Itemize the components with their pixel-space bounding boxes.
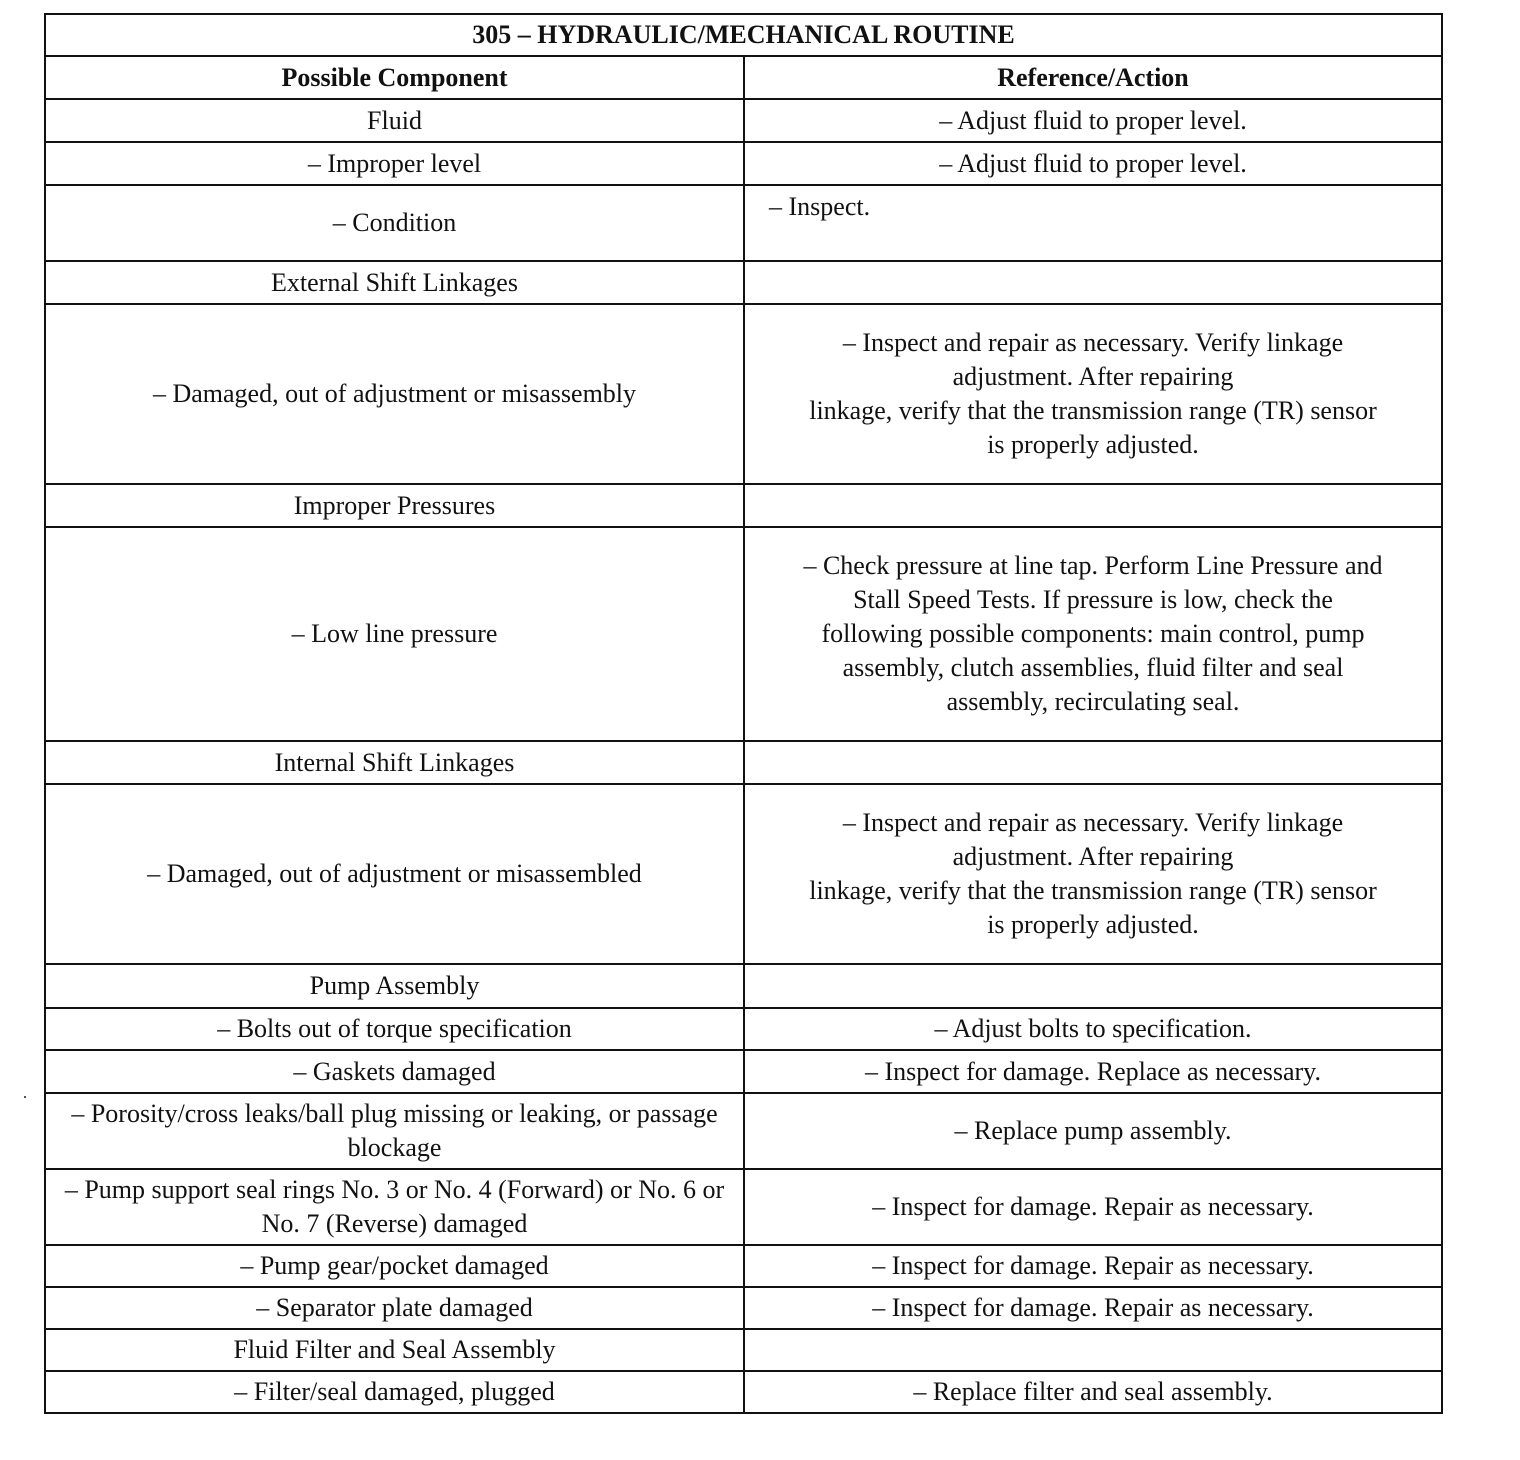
table-title: 305 – HYDRAULIC/MECHANICAL ROUTINE [45, 14, 1442, 56]
action-cell [744, 1093, 1442, 1169]
action-line: assembly, clutch assemblies, fluid filter and seal [842, 653, 1344, 682]
action-cell [744, 964, 1442, 1008]
component-cell: – Low line pressure [45, 527, 744, 741]
component-cell: – Pump gear/pocket damaged [45, 1245, 744, 1287]
table-row [45, 1008, 1442, 1050]
component-cell: – Porosity/cross leaks/ball plug missing or leaking, or passage blockage [45, 1093, 744, 1169]
component-cell: Fluid [45, 99, 744, 142]
table-row [45, 527, 1442, 741]
table-body [45, 99, 1442, 1413]
table-row [45, 1287, 1442, 1329]
action-cell [744, 99, 1442, 142]
table-row [45, 741, 1442, 784]
component-cell: – Improper level [45, 142, 744, 185]
table-row [45, 964, 1442, 1008]
action-line: assembly, recirculating seal. [946, 687, 1240, 716]
action-line: – Inspect for damage. Repair as necessary. [872, 1251, 1314, 1280]
action-line: – Inspect and repair as necessary. Verify linkage [842, 808, 1344, 837]
table-row [45, 1169, 1442, 1245]
scan-speck [24, 1096, 26, 1098]
component-cell: – Condition [45, 185, 744, 261]
action-line: – Inspect and repair as necessary. Verify linkage [842, 328, 1344, 357]
component-cell: – Bolts out of torque specification [45, 1008, 744, 1050]
action-line: linkage, verify that the transmission range (TR) sensor [809, 396, 1377, 425]
component-cell: – Pump support seal rings No. 3 or No. 4 (Forward) or No. 6 or No. 7 (Reverse) damaged [45, 1169, 744, 1245]
routine-table [44, 13, 1443, 1414]
table-row [45, 784, 1442, 964]
action-line: is properly adjusted. [987, 430, 1199, 459]
action-line: adjustment. After repairing [952, 362, 1234, 391]
action-line: adjustment. After repairing [952, 842, 1234, 871]
table-row [45, 1093, 1442, 1169]
component-cell: – Filter/seal damaged, plugged [45, 1371, 744, 1413]
table-row [45, 1371, 1442, 1413]
action-line: – Check pressure at line tap. Perform Line Pressure and [803, 551, 1383, 580]
action-cell [744, 1169, 1442, 1245]
table-row [45, 304, 1442, 484]
action-line: – Adjust bolts to specification. [934, 1014, 1252, 1043]
action-line: – Inspect for damage. Replace as necessary. [865, 1056, 1321, 1086]
action-line: Stall Speed Tests. If pressure is low, check the [853, 585, 1333, 614]
table-row [45, 1329, 1442, 1371]
action-cell [744, 484, 1442, 527]
action-cell [744, 527, 1442, 741]
component-cell: – Damaged, out of adjustment or misassembled [45, 784, 744, 964]
action-cell [744, 261, 1442, 304]
table-row [45, 1245, 1442, 1287]
action-cell [744, 1050, 1442, 1093]
table-row [45, 484, 1442, 527]
header-possible-component: Possible Component [45, 56, 744, 99]
component-cell: – Gaskets damaged [45, 1050, 744, 1093]
action-cell [744, 1287, 1442, 1329]
component-cell: Pump Assembly [45, 964, 744, 1008]
action-cell [744, 304, 1442, 484]
component-cell: External Shift Linkages [45, 261, 744, 304]
action-cell [744, 1329, 1442, 1371]
table-row [45, 261, 1442, 304]
header-reference-action: Reference/Action [744, 56, 1442, 99]
action-line: – Inspect for damage. Repair as necessary. [872, 1293, 1314, 1322]
action-line: linkage, verify that the transmission range (TR) sensor [809, 876, 1377, 905]
component-cell: Improper Pressures [45, 484, 744, 527]
component-cell: Fluid Filter and Seal Assembly [45, 1329, 744, 1371]
action-line: following possible components: main control, pump [821, 619, 1365, 648]
table-row [45, 99, 1442, 142]
table-row [45, 1050, 1442, 1093]
component-cell: – Separator plate damaged [45, 1287, 744, 1329]
table-row [45, 142, 1442, 185]
action-line: – Inspect. [769, 192, 871, 221]
action-cell [744, 1245, 1442, 1287]
action-line: – Inspect for damage. Repair as necessary. [872, 1192, 1314, 1221]
action-cell [744, 1008, 1442, 1050]
component-cell: Internal Shift Linkages [45, 741, 744, 784]
component-cell: – Damaged, out of adjustment or misassembly [45, 304, 744, 484]
action-cell [744, 1371, 1442, 1413]
action-line: – Adjust fluid to proper level. [939, 148, 1247, 178]
action-line: – Replace filter and seal assembly. [913, 1377, 1273, 1406]
action-cell [744, 741, 1442, 784]
table-row [45, 185, 1442, 261]
action-cell [744, 784, 1442, 964]
action-line: – Adjust fluid to proper level. [939, 105, 1247, 135]
action-cell [744, 142, 1442, 185]
action-line: is properly adjusted. [987, 910, 1199, 939]
action-cell [744, 185, 1442, 261]
action-line: – Replace pump assembly. [954, 1116, 1232, 1145]
